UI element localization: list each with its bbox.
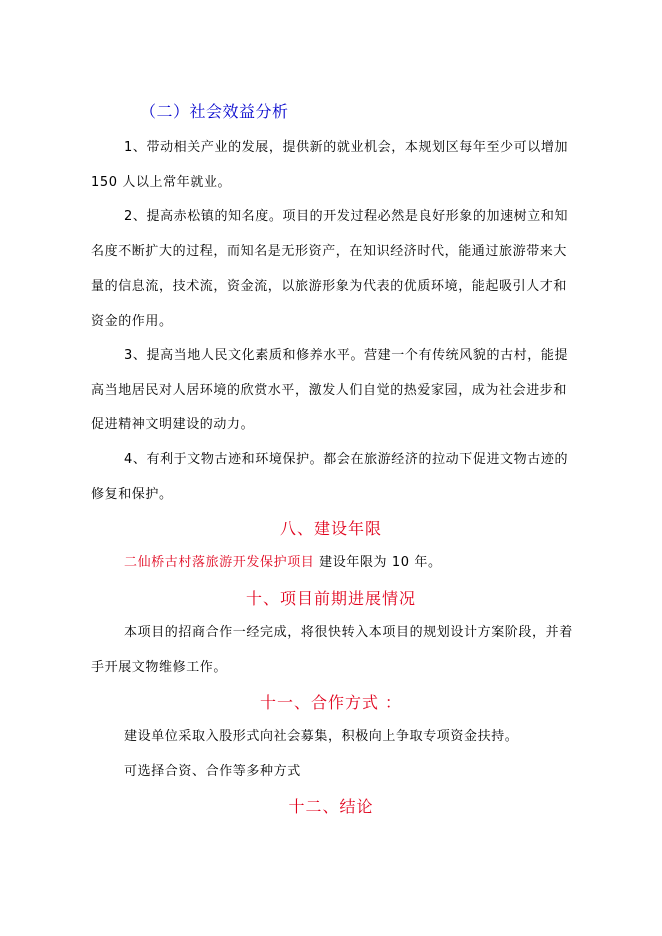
social-benefit-heading: （二）社会效益分析 <box>140 102 289 121</box>
paragraph-line: 量的信息流，技术流，资金流，以旅游形象为代表的优质环境，能起吸引人才和 <box>91 279 568 294</box>
paragraph-line: 3、提高当地人民文化素质和修养水平。营建一个有传统风貌的古村，能提 <box>124 348 569 363</box>
paragraph-line: 名度不断扩大的过程，而知名是无形资产，在知识经济时代，能通过旅游带来大 <box>91 244 568 259</box>
construction-period-value: 建设年限为 10 年。 <box>314 555 442 570</box>
paragraph-line: 2、提高赤松镇的知名度。项目的开发过程必然是良好形象的加速树立和知 <box>124 209 569 224</box>
paragraph-line: 促进精神文明建设的动力。 <box>91 417 255 432</box>
paragraph-line: 可选择合资、合作等多种方式 <box>124 764 301 779</box>
paragraph-line: 150 人以上常年就业。 <box>91 175 232 190</box>
paragraph-line: 建设单位采取入股形式向社会募集，积极向上争取专项资金扶持。 <box>124 729 519 744</box>
paragraph-line: 资金的作用。 <box>91 314 173 329</box>
conclusion-heading: 十二、结论 <box>288 797 374 816</box>
progress-heading: 十、项目前期进展情况 <box>245 589 416 608</box>
construction-period-text <box>124 554 442 572</box>
paragraph-line: 手开展文物维修工作。 <box>91 660 228 675</box>
paragraph-line: 1、带动相关产业的发展，提供新的就业机会，本规划区每年至少可以增加 <box>124 140 569 155</box>
project-name: 二仙桥古村落旅游开发保护项目 <box>124 555 315 570</box>
paragraph-line: 4、有利于文物古迹和环境保护。都会在旅游经济的拉动下促进文物古迹的 <box>124 452 569 467</box>
paragraph-line: 高当地居民对人居环境的欣赏水平，激发人们自觉的热爱家园，成为社会进步和 <box>91 383 568 398</box>
paragraph-line: 修复和保护。 <box>91 487 173 502</box>
construction-period-heading: 八、建设年限 <box>279 519 382 538</box>
paragraph-line: 本项目的招商合作一经完成，将很快转入本项目的规划设计方案阶段，并着 <box>124 625 573 640</box>
cooperation-heading: 十一、合作方式 ： <box>259 693 403 712</box>
